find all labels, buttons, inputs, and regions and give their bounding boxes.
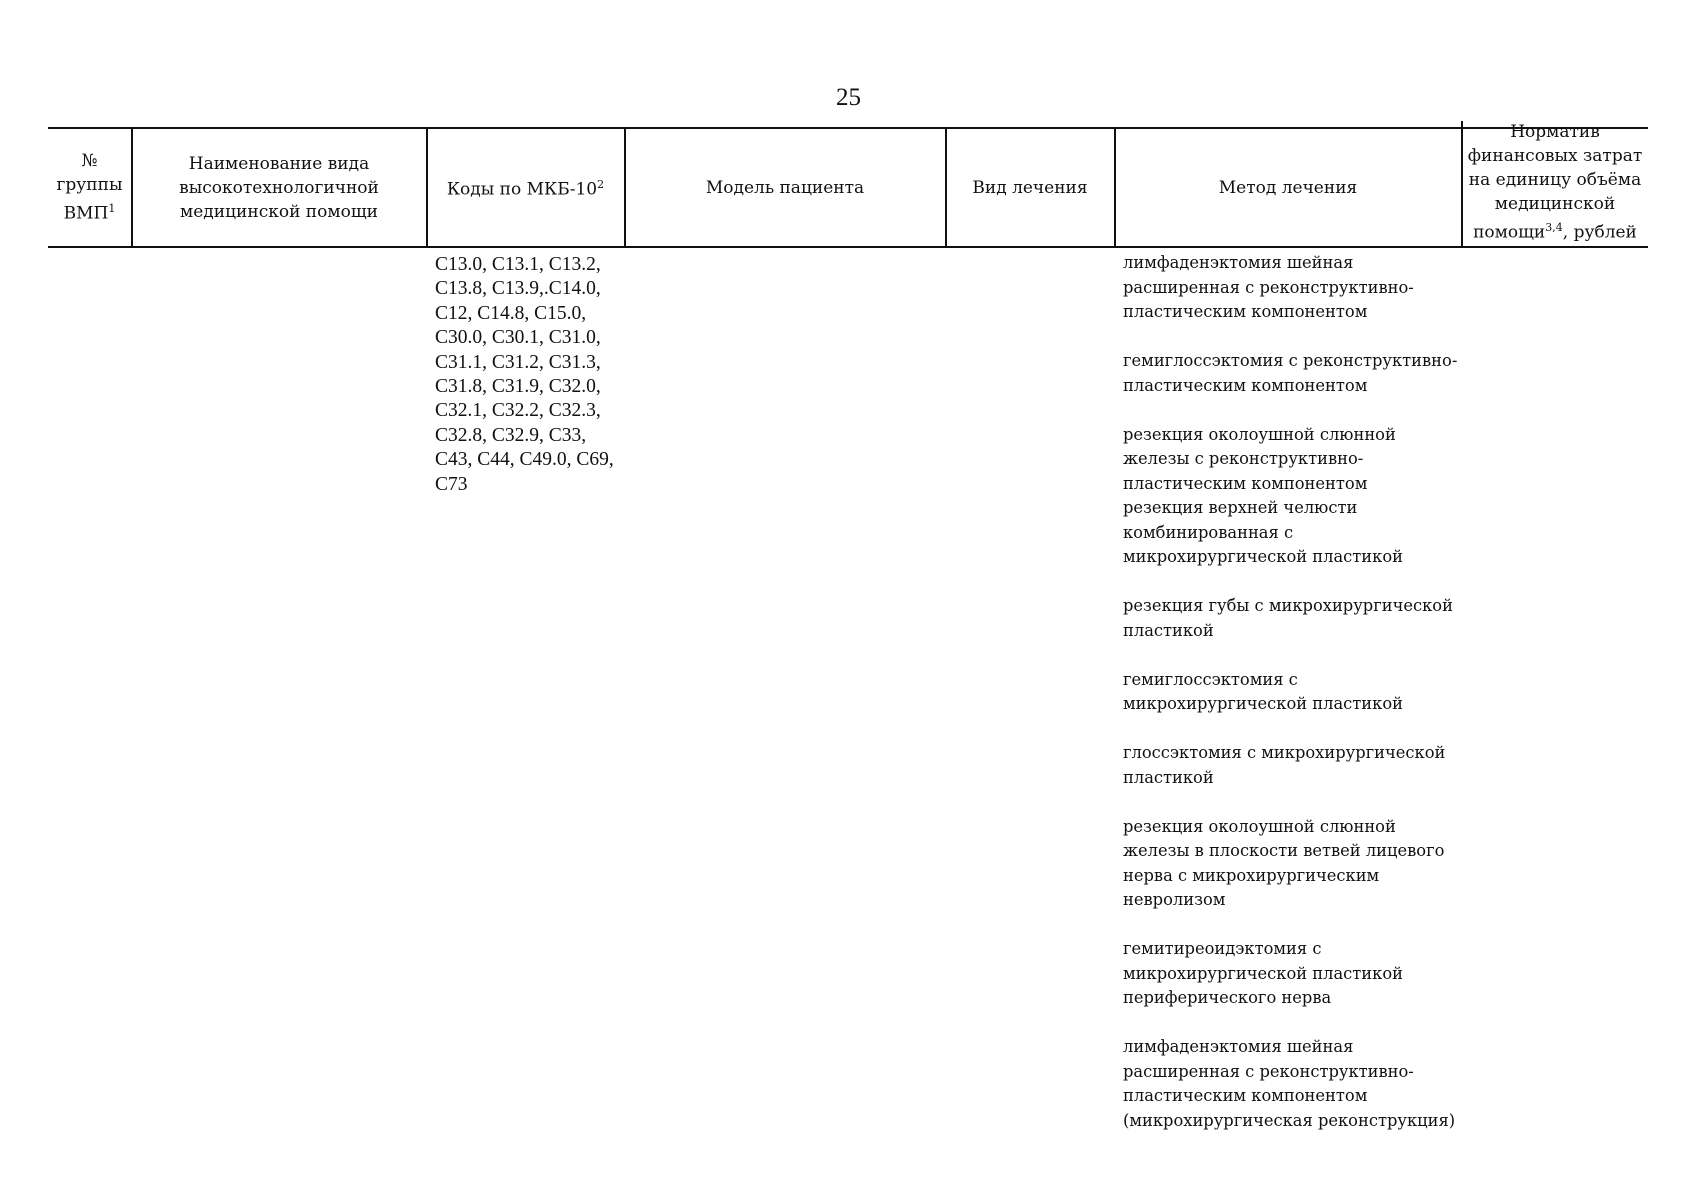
treatment-method-item bbox=[1123, 668, 1503, 717]
method-line: комбинированная с bbox=[1123, 522, 1294, 542]
header-icd-codes bbox=[427, 129, 624, 246]
method-line: пластикой bbox=[1123, 620, 1214, 640]
method-line: микрохирургической пластикой bbox=[1123, 963, 1403, 983]
method-line: лимфаденэктомия шейная bbox=[1123, 1037, 1354, 1056]
icd-code-line: C32.1, C32.2, C32.3, bbox=[435, 400, 601, 422]
header-name-line: высокотехнологичной bbox=[179, 177, 379, 198]
method-line: расширенная с реконструктивно- bbox=[1123, 1061, 1414, 1081]
header-norm-line: финансовых затрат bbox=[1467, 146, 1643, 167]
icd-code-line: C13.0, C13.1, C13.2, bbox=[435, 254, 601, 275]
treatment-method-item bbox=[1123, 937, 1503, 1011]
method-line: пластическим компонентом bbox=[1123, 1086, 1368, 1105]
method-line: гемиглоссэктомия с bbox=[1123, 669, 1298, 689]
footnote-marker: 3,4 bbox=[1545, 221, 1563, 235]
method-line: микрохирургической пластикой bbox=[1123, 694, 1403, 713]
method-line: периферического нерва bbox=[1123, 988, 1332, 1007]
method-line: железы в плоскости ветвей лицевого bbox=[1123, 841, 1445, 860]
method-line: гемитиреоидэктомия с bbox=[1123, 939, 1322, 958]
icd-code-line: C12, C14.8, C15.0, bbox=[435, 302, 587, 324]
header-model-label: Модель пациента bbox=[705, 177, 865, 198]
header-group-number bbox=[48, 129, 131, 246]
icd-code-line: C73 bbox=[435, 473, 468, 495]
method-line: пластическим компонентом bbox=[1123, 375, 1368, 395]
treatment-method-item bbox=[1123, 815, 1503, 913]
header-patient-model bbox=[625, 129, 945, 246]
treatment-method-item bbox=[1123, 496, 1503, 570]
header-norm-line: на единицу объёма bbox=[1468, 170, 1642, 191]
header-name-line: Наименование вида bbox=[188, 153, 370, 174]
header-group-line: ВМП bbox=[63, 203, 109, 224]
treatment-methods-cell bbox=[1123, 251, 1503, 1133]
footnote-marker: 1 bbox=[108, 202, 116, 216]
header-group-line: группы bbox=[56, 175, 123, 196]
header-norm-line: медицинской bbox=[1494, 194, 1616, 215]
method-line: резекция губы с микрохирургической bbox=[1123, 596, 1453, 615]
header-method-label: Метод лечения bbox=[1218, 177, 1358, 198]
icd-code-line: C31.8, C31.9, C32.0, bbox=[435, 376, 601, 398]
method-line: микрохирургической пластикой bbox=[1123, 547, 1403, 566]
icd-code-line: C43, C44, C49.0, C69, bbox=[435, 449, 614, 471]
method-line: невролизом bbox=[1123, 890, 1226, 909]
header-type-label: Вид лечения bbox=[972, 177, 1088, 198]
method-line: пластикой bbox=[1123, 767, 1214, 787]
method-line: пластическим компонентом bbox=[1123, 302, 1368, 321]
header-cost-norm bbox=[1462, 119, 1648, 246]
method-line: железы с реконструктивно- bbox=[1123, 449, 1364, 468]
method-line: лимфаденэктомия шейная bbox=[1123, 253, 1354, 272]
icd-code-line: C31.1, C31.2, C31.3, bbox=[435, 351, 601, 373]
header-treatment-method bbox=[1115, 129, 1461, 246]
treatment-method-item bbox=[1123, 423, 1503, 497]
footnote-marker: 2 bbox=[597, 178, 605, 192]
header-norm-line: , рублей bbox=[1562, 222, 1637, 243]
header-name-line: медицинской помощи bbox=[180, 201, 378, 222]
treatment-method-item bbox=[1123, 594, 1503, 643]
icd-codes-cell bbox=[435, 253, 640, 497]
method-line: пластическим компонентом bbox=[1123, 473, 1368, 493]
method-line: нерва с микрохирургическим bbox=[1123, 865, 1380, 885]
header-norm-line: Норматив bbox=[1510, 122, 1600, 143]
treatment-method-item bbox=[1123, 251, 1503, 325]
header-codes-label: Коды по МКБ-10 bbox=[446, 179, 598, 200]
method-line: резекция околоушной слюнной bbox=[1123, 816, 1396, 836]
icd-code-line: C30.0, C30.1, C31.0, bbox=[435, 327, 601, 349]
page-number: 25 bbox=[836, 84, 861, 111]
treatment-method-item bbox=[1123, 741, 1503, 790]
method-line: глоссэктомия с микрохирургической bbox=[1123, 743, 1446, 762]
header-bottom-border bbox=[48, 246, 1648, 248]
header-norm-line: помощи bbox=[1473, 222, 1546, 243]
icd-code-line: C13.8, C13.9,.C14.0, bbox=[435, 278, 601, 300]
method-line: резекция околоушной слюнной bbox=[1123, 424, 1396, 444]
treatment-method-item bbox=[1123, 349, 1503, 398]
method-line: (микрохирургическая реконструкция) bbox=[1123, 1110, 1456, 1130]
header-treatment-type bbox=[946, 129, 1114, 246]
services-table bbox=[48, 121, 1648, 1130]
icd-code-line: C32.8, C32.9, C33, bbox=[435, 424, 587, 446]
method-line: гемиглоссэктомия с реконструктивно- bbox=[1123, 351, 1458, 370]
method-line: резекция верхней челюсти bbox=[1123, 498, 1358, 517]
header-service-name bbox=[132, 129, 426, 246]
method-line: расширенная с реконструктивно- bbox=[1123, 277, 1414, 297]
treatment-method-item bbox=[1123, 1035, 1503, 1133]
header-group-line: № bbox=[81, 151, 98, 172]
